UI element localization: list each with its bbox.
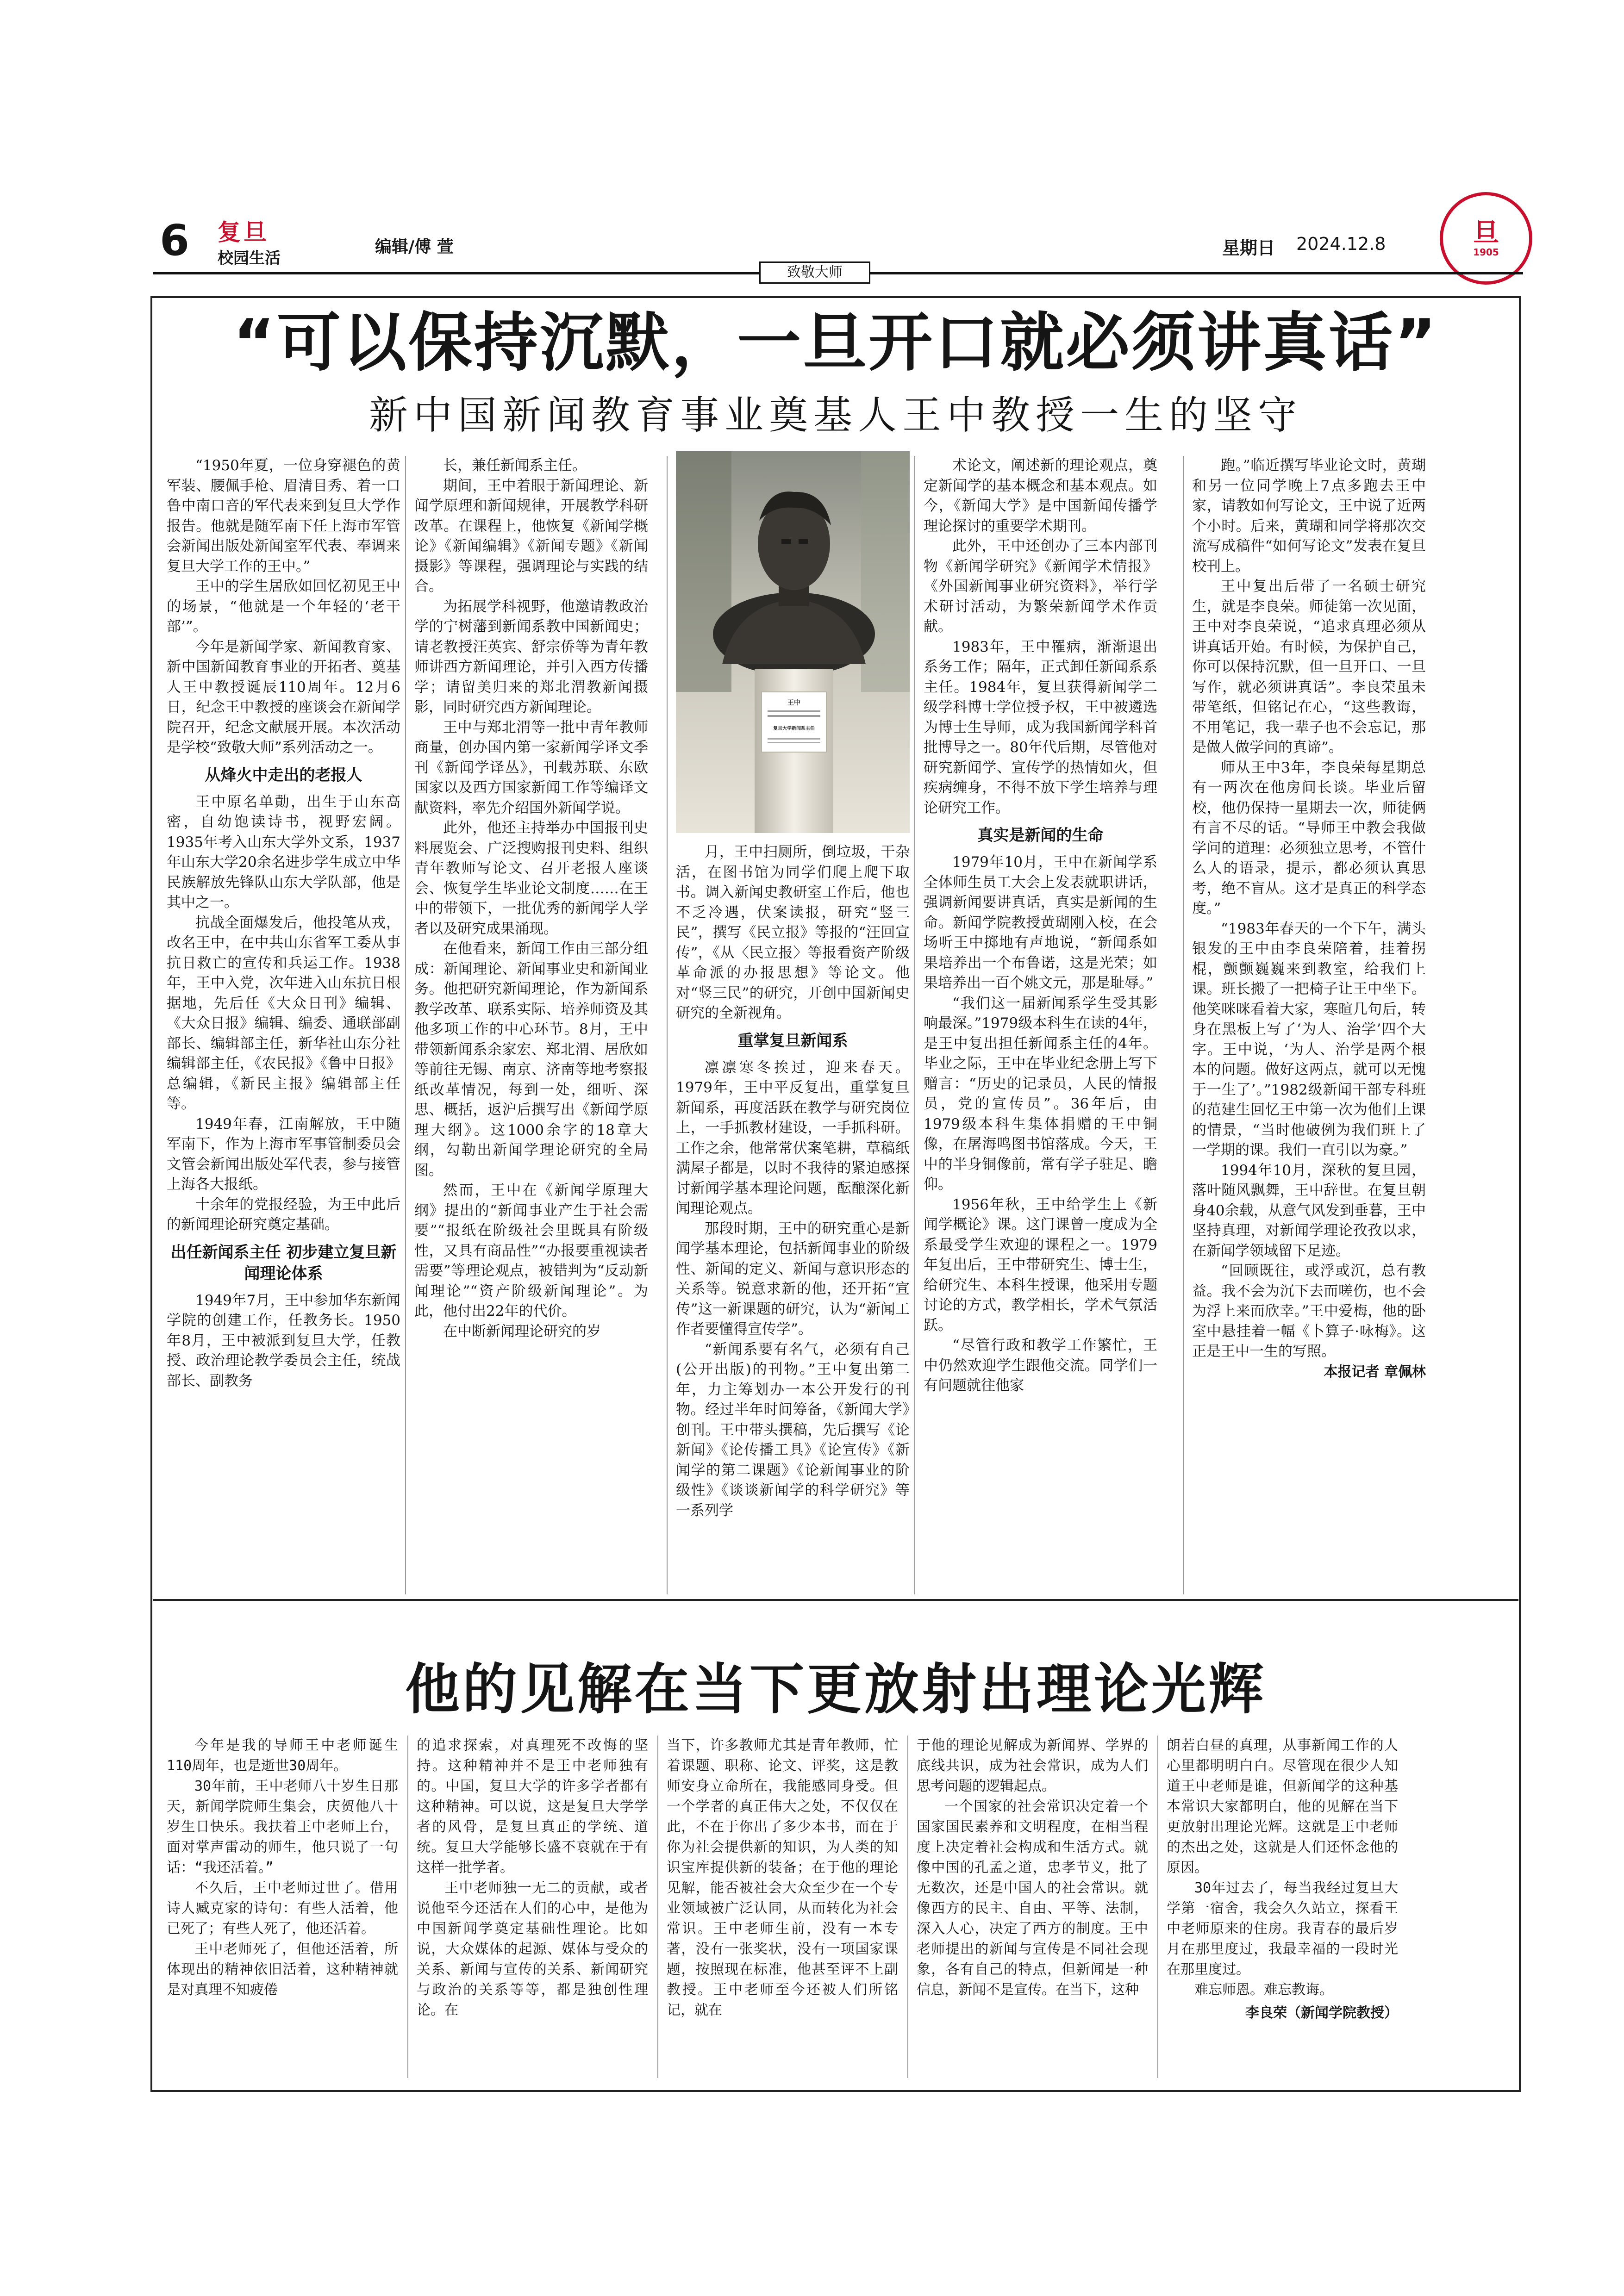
column-separator <box>667 456 668 1594</box>
bust-photo <box>676 451 910 833</box>
article-column-4 <box>924 456 1157 1594</box>
paragraph: 1983年，王中罹病，渐渐退出系务工作；隔年，正式卸任新闻系系主任。1984年，复旦获得新闻学二级学科博士学位授予权，王中被遴选为博士生导师，成为我国新闻学科首批博导之一。80年代后期，尽管他对研究新闻学、宣传学的热情如火，但疾病缠身，不得不放下学生培养与理论研究工作。 <box>924 638 1157 816</box>
weekday: 星期日 <box>1222 238 1275 258</box>
page-number: 6 <box>160 216 190 265</box>
article-divider <box>153 1599 1518 1601</box>
paragraph: 此外，王中还创办了三本内部刊物《新闻学研究》《新闻学术情报》《外国新闻事业研究资料》，举行学术研讨活动，为繁荣新闻学术作贡献。 <box>924 538 1157 635</box>
paragraph: 今年是新闻学家、新闻教育家、新中国新闻教育事业的开拓者、奠基人王中教授诞辰110周年。12月6日，纪念王中教授的座谈会在新闻学院召开，纪念文献展开展。本次活动是学校“致敬大师”系列活动之一。 <box>167 638 400 756</box>
section-heading: 真实是新闻的生命 <box>977 826 1104 845</box>
paragraph: 1949年春，江南解放，王中随军南下，作为上海市军事管制委员会文管会新闻出版处军代表，参与接管上海各大报纸。 <box>167 1115 400 1193</box>
author-byline: 李良荣（新闻学院教授） <box>1245 2005 1398 2021</box>
paragraph: 期间，王中着眼于新闻理论、新闻学原理和新闻规律，开展教学科研改革。在课程上，他恢复《新闻学概论》《新闻编辑》《新闻专题》《新闻摄影》等课程，强调理论与实践的结合。 <box>414 477 648 595</box>
editor-credit: 编辑/傅 萱 <box>375 237 454 256</box>
article-column-5 <box>1192 456 1426 1594</box>
column-separator <box>1157 1736 1158 2078</box>
commentary-column-3 <box>667 1736 898 2078</box>
university-seal-icon <box>1440 192 1532 285</box>
paragraph: 一个国家的社会常识决定着一个国家国民素养和文明程度，在相当程度上决定着社会构成和生活方式。就像中国的孔孟之道，忠孝节义，批了无数次，还是中国人的社会常识。就像西方的民主、自由、平等、法制，深入人心，决定了西方的制度。王中老师提出的新闻与宣传是不同社会现象，各有自己的特点，但新闻是一种信息，新闻不是宣传。在当下，这种 <box>917 1798 1148 1998</box>
section-heading: 重掌复旦新闻系 <box>737 1031 848 1050</box>
paragraph: 然而，王中在《新闻学原理大纲》提出的“新闻事业产生于社会需要”“报纸在阶级社会里既具有阶级性，又具有商品性”“办报要重视读者需要”等理论观点，被错判为“反动新闻理论”“资产阶级新闻理论”。为此，他付出22年的代价。 <box>414 1182 648 1319</box>
section-name: 校园生活 <box>218 249 281 268</box>
commentary-column-2 <box>417 1736 648 2078</box>
column-separator <box>907 1736 908 2078</box>
commentary-column-5 <box>1167 1736 1398 2078</box>
article-column-1 <box>167 456 400 1594</box>
fudan-logo: 复旦 <box>218 218 269 246</box>
paragraph: 30年过去了，每当我经过复旦大学第一宿舍，我会久久站立，探看王中老师原来的住房。我青春的最后岁月在那里度过，我最幸福的一段时光在那里度过。 <box>1167 1880 1398 1978</box>
second-headline: 他的见解在当下更放射出理论光辉 <box>405 1657 1266 1721</box>
paragraph: “回顾既往，或浮或沉，总有教益。我不会为沉下去而嗟伤，也不会为浮上来而欣幸。”王中爱梅，他的卧室中悬挂着一幅《卜算子·咏梅》。这正是王中一生的写照。 <box>1192 1263 1426 1360</box>
section-heading: 出任新闻系主任 初步建立复旦新闻理论体系 <box>170 1243 397 1283</box>
paragraph: “我们这一届新闻系学生受其影响最深。”1979级本科生在读的4年，是王中复出担任新闻系主任的4年。毕业之际，王中在毕业纪念册上写下赠言：“历史的记录员，人民的情报员，党的宣传员”。36年后，由1979级本科生集体捐赠的王中铜像，在屠海鸣图书馆落成。今天，王中的半身铜像前，常有学子驻足、瞻仰。 <box>924 995 1157 1193</box>
sub-headline: 新中国新闻教育事业奠基人王中教授一生的坚守 <box>369 392 1302 438</box>
paragraph: 跑。”临近撰写毕业论文时，黄瑚和另一位同学晚上7点多跑去王中家，请教如何写论文，王中说了近两个小时。后来，黄瑚和同学将那次交流写成稿件“如何写论文”发表在复旦校刊上。 <box>1192 457 1426 575</box>
column-separator <box>657 1736 658 2078</box>
article-column-2 <box>414 456 648 1594</box>
seal-character: 旦 <box>1473 218 1499 248</box>
paragraph: “新闻系要有名气，必须有自己(公开出版)的刊物。”王中复出第二年，力主筹划办一本公开发行的刊物。经过半年时间筹备，《新闻大学》创刊。王中带头撰稿，先后撰写《论新闻》《论传播工具》《论宣传》《新闻学的第二课题》《论新闻事业的阶级性》《谈谈新闻学的科学研究》等一系列学 <box>676 1341 910 1519</box>
column-separator <box>407 1736 408 2078</box>
bust-photo-image <box>676 451 910 833</box>
plaque-title: 王中 <box>787 699 800 707</box>
paragraph: 不久后，王中老师过世了。借用诗人臧克家的诗句：有些人活着，他已死了；有些人死了，他还活着。 <box>167 1880 398 1937</box>
paragraph: 王中原名单勣，出生于山东高密，自幼饱读诗书，视野宏阔。1935年考入山东大学外文系，1937年山东大学20余名进步学生成立中华民族解放先锋队山东大学队部，他是其中之一。 <box>167 793 400 911</box>
paragraph: 当下，许多教师尤其是青年教师，忙着课题、职称、论文、评奖，这是教师安身立命所在，我能感同身受。但一个学者的真正伟大之处，不仅仅在此，不在于你出了多少本书，而在于你为社会提供新的知识，为人类的知识宝库提供新的装备；在于他的理论见解，能否被社会大众至少在一个专业领域被广泛认同，从而转化为社会常识。王中老师生前，没有一本专著，没有一张奖状，没有一项国家课题，按照现在标准，他甚至评不上副教授。王中老师至今还被人们所铭记，就在 <box>667 1737 898 2018</box>
paragraph: 朗若白昼的真理，从事新闻工作的人心里都明明白白。尽管现在很少人知道王中老师是谁，但新闻学的这种基本常识大家都明白，他的见解在当下更放射出理论光辉。这就是王中老师的杰出之处，这就是人们还怀念他的原因。 <box>1167 1737 1398 1876</box>
paragraph: 十余年的党报经验，为王中此后的新闻理论研究奠定基础。 <box>167 1196 400 1233</box>
publication-date: 2024.12.8 <box>1296 234 1386 254</box>
paragraph: 王中老师死了，但他还活着，所体现出的精神依旧活着，这种精神就是对真理不知疲倦 <box>167 1941 398 1998</box>
paragraph: 于他的理论见解成为新闻界、学界的底线共识，成为社会常识，成为人们思考问题的逻辑起点。 <box>917 1737 1148 1794</box>
column-tag: 致敬大师 <box>759 261 870 284</box>
paragraph: “尽管行政和教学工作繁忙，王中仍然欢迎学生跟他交流。同学们一有问题就往他家 <box>924 1337 1157 1394</box>
paragraph: 在中断新闻理论研究的岁 <box>443 1323 601 1340</box>
section-heading: 从烽火中走出的老报人 <box>205 765 362 784</box>
plaque-text: 复旦大学新闻系主任 <box>773 726 815 731</box>
paragraph: 今年是我的导师王中老师诞生110周年，也是逝世30周年。 <box>167 1737 398 1774</box>
paragraph: 王中复出后带了一名硕士研究生，就是李良荣。师徒第一次见面，王中对李良荣说，“追求真理必须从讲真话开始。有时候，为保护自己，你可以保持沉默，但一旦开口、一旦写作，就必须讲真话”。李良荣虽未带笔纸，但铭记在心，“这些教诲，不用笔记，我一辈子也不会忘记，那是做人做学问的真谛”。 <box>1192 578 1426 756</box>
commentary-column-1 <box>167 1736 398 2078</box>
paragraph: 30年前，王中老师八十岁生日那天，新闻学院师生集会，庆贺他八十岁生日快乐。我扶着王中老师上台，面对掌声雷动的师生，他只说了一句话：“我还活着。” <box>167 1778 398 1876</box>
main-headline: “可以保持沉默，一旦开口就必须讲真话” <box>233 305 1438 380</box>
paragraph: 1994年10月，深秋的复旦园，落叶随风飘舞，王中辞世。在复旦朝身40余载，从意气风发到垂暮，王中坚持真理，对新闻学理论孜孜以求，在新闻学领域留下足迹。 <box>1192 1162 1426 1259</box>
reporter-byline: 本报记者 章佩林 <box>1324 1363 1426 1380</box>
paragraph: 凛凛寒冬挨过，迎来春天。1979年，王中平反复出，重掌复旦新闻系，再度活跃在教学与研究岗位上，一手抓教材建设，一手抓科研。工作之余，他常常伏案笔耕，草稿纸满屋子都是，以时不我待的紧迫感探讨新闻学基本理论问题，酝酿深化新闻理论观点。 <box>676 1059 910 1217</box>
paragraph: 王中与郑北渭等一批中青年教师商量，创办国内第一家新闻学译文季刊《新闻学译丛》，刊载苏联、东欧国家以及西方国家新闻工作等编译文献资料，率先介绍国外新闻学说。 <box>414 719 648 816</box>
seal-year: 1905 <box>1473 247 1499 258</box>
paragraph: “1983年春天的一个下午，满头银发的王中由李良荣陪着，挂着拐棍，颤颤巍巍来到教室，给我们上课。班长搬了一把椅子让王中坐下。他笑咪咪看着大家，寒暄几句后，转身在黑板上写了‘为人、治学’四个大字。王中说，‘为人、治学是两个根本的问题。做好这两点，就可以无愧于一生了’。”1982级新闻干部专科班的范建生回忆王中第一次为他们上课的情景，“当时他破例为我们班上了一学期的课。我们一直引以为豪。” <box>1192 920 1426 1158</box>
paragraph: 长，兼任新闻系主任。 <box>443 457 587 474</box>
article-column-3 <box>676 842 910 1594</box>
paragraph: 1956年秋，王中给学生上《新闻学概论》课。这门课曾一度成为全系最受学生欢迎的课程之一。1979年复出后，王中带研究生、博士生，给研究生、本科生授课，他采用专题讨论的方式，教学相长，学术气氛活跃。 <box>924 1196 1157 1334</box>
paragraph: 月，王中扫厕所，倒垃圾，干杂活，在图书馆为同学们爬上爬下取书。调入新闻史教研室工作后，他也不乏冷遇，伏案读报，研究“竖三民”，撰写《民立报》等报的“汪回宣传”，《从〈民立报〉等报看资产阶级革命派的办报思想》等论文。他对“竖三民”的研究，开创中国新闻史研究的全新视角。 <box>676 844 910 1021</box>
paragraph: 1979年10月，王中在新闻学系全体师生员工大会上发表就职讲话，强调新闻要讲真话，真实是新闻的生命。新闻学院教授黄瑚刚入校，在会场听王中掷地有声地说，“新闻系如果培养出一个布鲁诺，这是光荣；如果培养出一百个姚文元，那是耻辱。” <box>924 854 1157 991</box>
paragraph: 王中的学生居欣如回忆初见王中的场景，“他就是一个年轻的‘老干部’”。 <box>167 578 400 635</box>
paragraph: 王中老师独一无二的贡献，或者说他至今还活在人们的心中，是他为中国新闻学奠定基础性理论。比如说，大众媒体的起源、媒体与受众的关系、新闻与宣传的关系、新闻研究与政治的关系等等，都是独创性理论。在 <box>417 1880 648 2018</box>
paragraph: 此外，他还主持举办中国报刊史料展览会、广泛搜购报刊史料、组织青年教师写论文、召开老报人座谈会、恢复学生毕业论文制度……在王中的带领下，一批优秀的新闻学人学者以及研究成果涌现。 <box>414 820 648 937</box>
paragraph: 在他看来，新闻工作由三部分组成：新闻理论、新闻事业史和新闻业务。他把研究新闻理论，作为新闻系教学改革、联系实际、培养师资及其他多项工作的中心环节。8月，王中带领新闻系余家宏、郑北渭、居欣如等前往无锡、南京、济南等地考察报纸改革情况，每到一处，细听、深思、概括，返沪后撰写出《新闻学原理大纲》。这1000余字的18章大纲，勾勒出新闻学理论研究的全局图。 <box>414 940 648 1179</box>
paragraph: 术论文，阐述新的理论观点，奠定新闻学的基本概念和基本观点。如今，《新闻大学》是中国新闻传播学理论探讨的重要学术期刊。 <box>924 457 1157 535</box>
column-separator <box>405 456 406 1594</box>
column-separator <box>914 456 915 1594</box>
paragraph: 那段时期，王中的研究重心是新闻学基本理论，包括新闻事业的阶级性、新闻的定义、新闻与意识形态的关系等。锐意求新的他，还开拓“宣传”这一新课题的研究，认为“新闻工作者要懂得宣传学”。 <box>676 1220 910 1338</box>
paragraph: 的追求探索，对真理死不改悔的坚持。这种精神并不是王中老师独有的。中国，复旦大学的许多学者都有这种精神。可以说，这是复旦大学学者的风骨，是复旦真正的学统、道统。复旦大学能够长盛不衰就在于有这样一批学者。 <box>417 1737 648 1876</box>
paragraph: 难忘师恩。难忘教诲。 <box>1194 1982 1333 1998</box>
paragraph: 师从王中3年，李良荣每星期总有一两次在他房间长谈。毕业后留校，他仍保持一星期去一次，师徒俩有言不尽的话。“导师王中教会我做学问的道理：必须独立思考，不管什么人的语录，提示，都必须认真思考，绝不盲从。这才是真正的科学态度。” <box>1192 759 1426 917</box>
commentary-column-4 <box>917 1736 1148 2078</box>
paragraph: 1949年7月，王中参加华东新闻学院的创建工作，任教务长。1950年8月，王中被派到复旦大学，任教授、政治理论教学委员会主任，统战部长、副教务 <box>167 1292 400 1389</box>
paragraph: “1950年夏，一位身穿褪色的黄军装、腰佩手枪、眉清目秀、着一口鲁中南口音的军代表来到复旦大学作报告。他就是随军南下任上海市军管会新闻出版处新闻室军代表、奉调来复旦大学工作的王中。” <box>167 457 400 575</box>
paragraph: 为拓展学科视野，他邀请教政治学的宁树藩到新闻系教中国新闻史；请老教授汪英宾、舒宗侨等为青年教师讲西方新闻理论，并引入西方传播学；请留美归来的郑北渭教新闻摄影，同时研究西方新闻理论。 <box>414 598 648 716</box>
paragraph: 抗战全面爆发后，他投笔从戎，改名王中，在中共山东省军工委从事抗日救亡的宣传和兵运工作。1938年，王中入党，次年进入山东抗日根据地，先后任《大众日刊》编辑、《大众日报》编辑、编委、通联部副部长、编辑部主任，新华社山东分社编辑部主任，《农民报》《鲁中日报》总编辑，《新民主报》编辑部主任等。 <box>167 914 400 1112</box>
column-separator <box>1183 456 1184 1594</box>
